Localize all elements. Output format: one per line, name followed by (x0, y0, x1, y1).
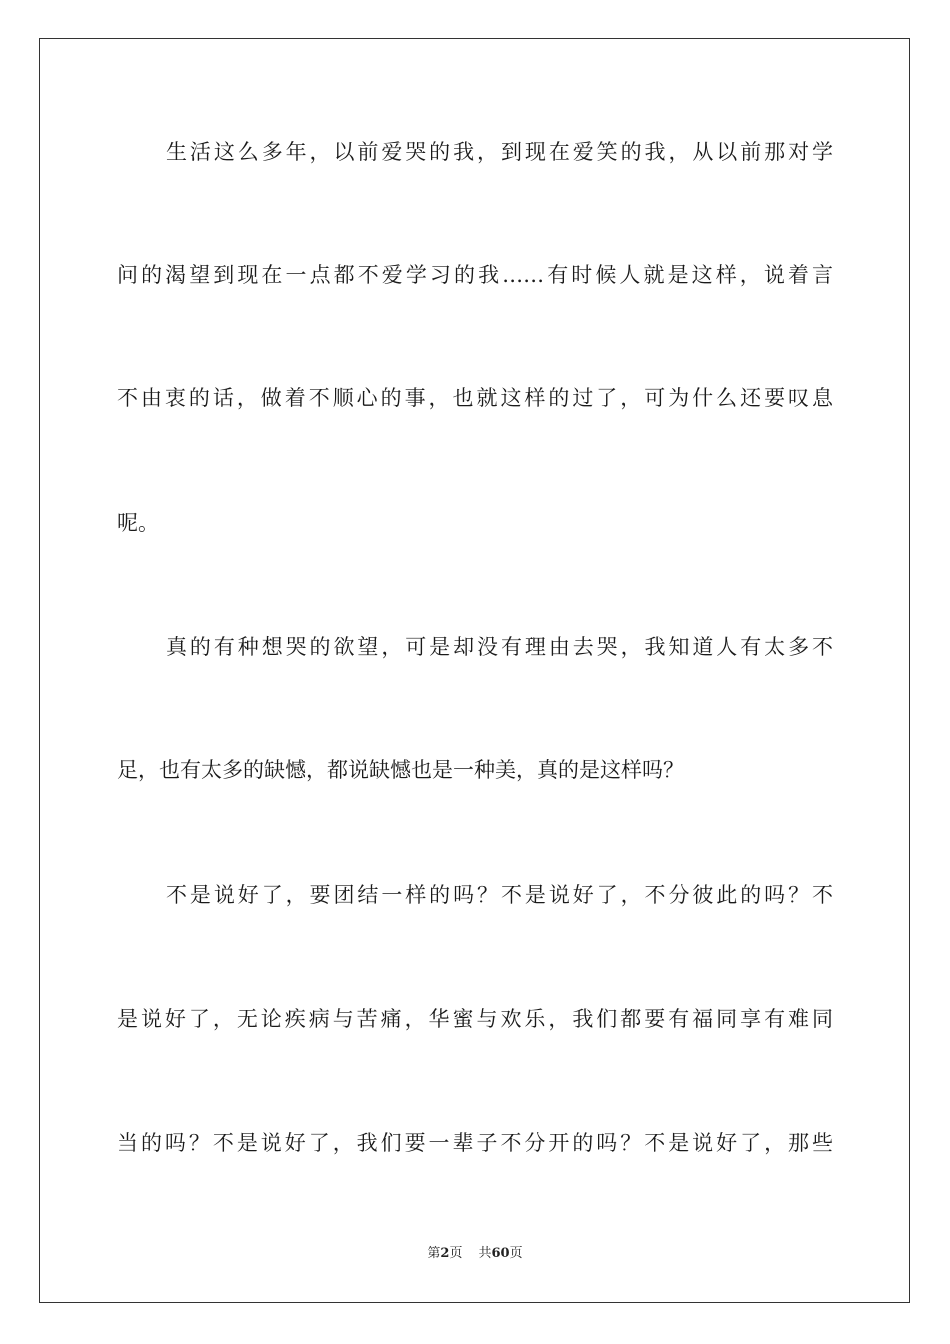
paragraph-line: 生活这么多年，以前爱哭的我，到现在爱笑的我，从以前那对学 (166, 140, 833, 164)
page-footer (0, 1245, 950, 1263)
total-pages: 60 (491, 1246, 510, 1261)
paragraph-line: 当的吗？不是说好了，我们要一辈子不分开的吗？不是说好了，那些 (117, 1131, 833, 1155)
paragraph-line: 不是说好了，要团结一样的吗？不是说好了，不分彼此的吗？不 (166, 883, 833, 907)
paragraph-line: 足，也有太多的缺憾，都说缺憾也是一种美，真的是这样吗？ (117, 758, 684, 782)
paragraph-line: 问的渴望到现在一点都不爱学习的我……有时候人就是这样，说着言 (117, 263, 833, 287)
page-number: 2 (440, 1246, 450, 1261)
paragraph-line: 不由衷的话，做着不顺心的事，也就这样的过了，可为什么还要叹息 (117, 386, 833, 410)
total-prefix: 共 (478, 1246, 492, 1261)
page-suffix: 页 (449, 1246, 463, 1261)
total-suffix: 页 (509, 1246, 523, 1261)
paragraph-line: 是说好了，无论疾病与苦痛，华蜜与欢乐，我们都要有福同享有难同 (117, 1007, 833, 1031)
paragraph-line: 真的有种想哭的欲望，可是却没有理由去哭，我知道人有太多不 (166, 635, 833, 659)
page-border (39, 38, 910, 1303)
paragraph-line: 呢。 (117, 511, 159, 535)
page-prefix: 第 (427, 1246, 441, 1261)
